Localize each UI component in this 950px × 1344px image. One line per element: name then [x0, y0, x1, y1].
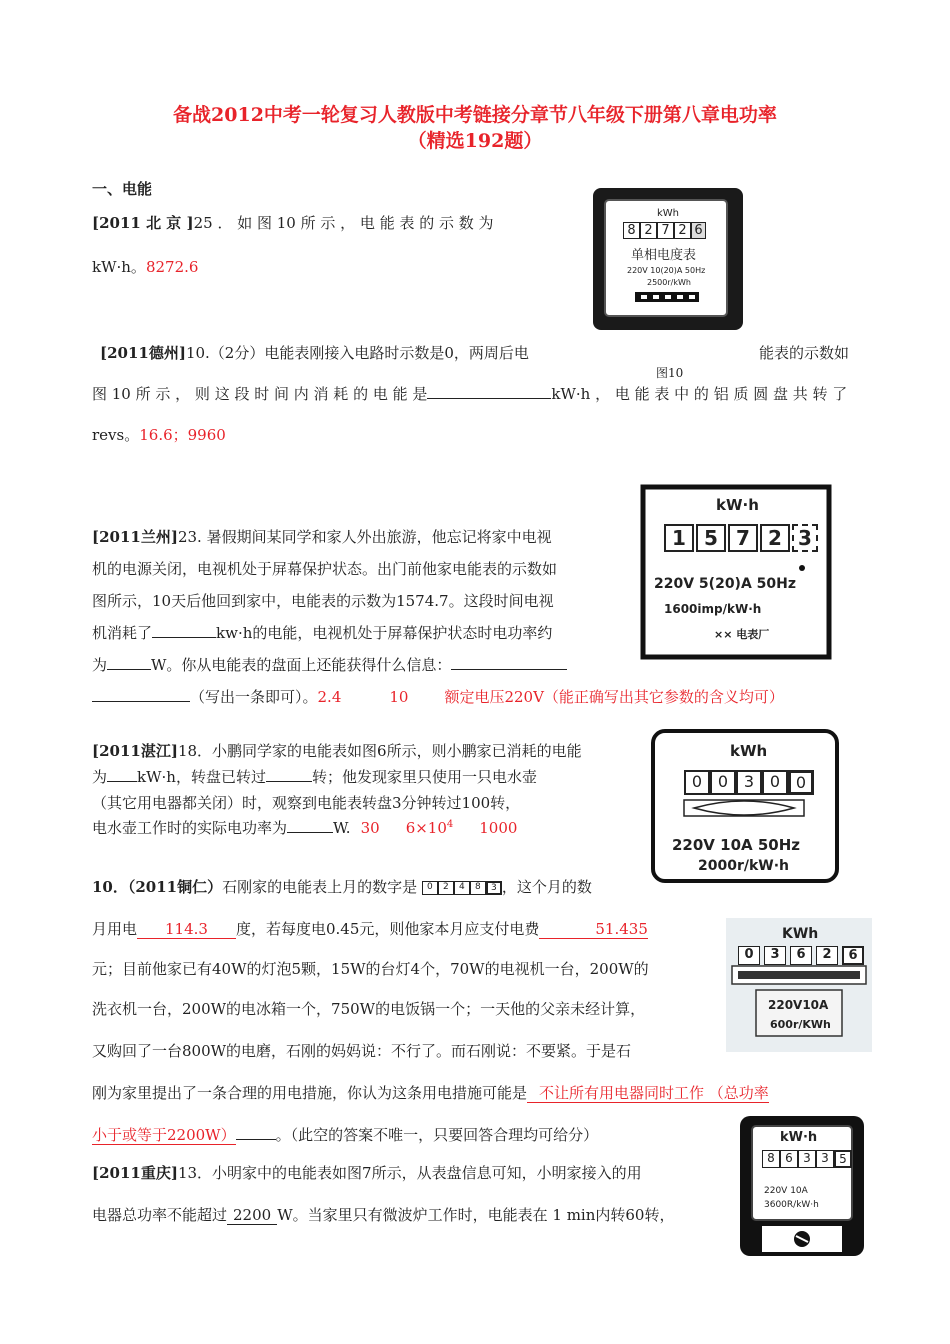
question-source: [2011德州] — [100, 344, 186, 362]
question-source: [2011重庆] — [92, 1164, 178, 1182]
electric-meter-image-4 — [726, 918, 872, 1052]
question-text: 为 — [92, 656, 108, 674]
question-text: kW·h，转盘已转过 — [137, 768, 266, 786]
answer-exponent: 4 — [446, 819, 454, 830]
question-text: 转；他发现家里只使用一只电水壶 — [311, 768, 537, 786]
figure-caption: 图10 — [656, 366, 684, 380]
answer-blank — [427, 384, 551, 399]
question-tongren-line4: 洗衣机一台，200W的电冰箱一个，750W的电饭锅一个；一天他的父亲未经计算， — [92, 1000, 646, 1018]
question-lanzhou-line3: 图所示，10天后他回到家中，电能表的示数为1574.7。这段时间电视 — [92, 592, 554, 610]
answer-text: 额定电压220V（能正确写出其它参数的含义均可） — [444, 688, 784, 706]
meter-terminal-icon — [635, 292, 699, 302]
question-dezhou-line1b: 能表的示数如 — [759, 344, 850, 362]
question-source: [2011兰州] — [92, 528, 178, 546]
answer-blank — [236, 1125, 276, 1140]
inline-meter-digits — [422, 881, 502, 895]
electric-meter-image-2 — [640, 484, 832, 660]
question-text: 电水壶工作时的实际电功率为 — [92, 819, 288, 837]
meter-digit: 1 — [664, 524, 694, 552]
meter-digit: 7 — [657, 222, 674, 239]
question-text: 电器总功率不能超过 — [92, 1206, 228, 1224]
meter-digit: 2 — [816, 946, 838, 965]
page-subtitle: （精选192题） — [407, 130, 543, 152]
answer-text: 10 — [389, 688, 409, 706]
meter-digit: 0 — [422, 881, 438, 895]
meter-rate: 600r/KWh — [770, 1018, 831, 1031]
question-text: 为 — [92, 768, 108, 786]
answer-blank — [107, 655, 151, 670]
question-text: kW·h ， 电 能 表 中 的 铝 质 圆 盘 共 转 了 — [551, 385, 848, 403]
answer-blank — [287, 818, 333, 833]
meter-rate: 2500r/kWh — [647, 278, 691, 287]
question-text: 18．小鹏同学家的电能表如图6所示，则小鹏家已消耗的电能 — [177, 742, 582, 760]
meter-rate: 1600imp/kW·h — [664, 602, 762, 616]
meter-digit: 8 — [623, 222, 640, 239]
answer-blank — [92, 687, 190, 702]
meter-spec: 220V 10A — [764, 1186, 808, 1196]
meter-digit: 0 — [684, 770, 710, 795]
meter-digits — [762, 1150, 852, 1168]
meter-unit: kWh — [657, 208, 680, 219]
answer-text: 2200 — [227, 1206, 277, 1225]
meter-spec: 220V 5(20)A 50Hz — [654, 576, 797, 592]
question-tongren-line2 — [92, 918, 648, 939]
meter-digit: 6 — [691, 222, 706, 239]
question-text: 月用电 — [92, 920, 138, 938]
question-beijing-line2 — [92, 256, 198, 277]
meter-unit: kW·h — [780, 1130, 818, 1145]
answer-text: 30 — [360, 819, 380, 837]
question-text: 刚为家里提出了一条合理的用电措施，你认为这条用电措施可能是 — [92, 1084, 528, 1102]
question-chongqing-line2 — [92, 1204, 674, 1225]
meter-digit: 6 — [790, 946, 812, 965]
question-zhanjiang-line3: （其它用电器都关闭）时，观察到电能表转盘3分钟转过100转， — [92, 794, 521, 812]
meter-digits — [738, 946, 864, 965]
question-text: kw·h的电能，电视机处于屏幕保护状态时电功率约 — [216, 624, 553, 642]
question-text: 25 ． 如 图 10 所 示 ， 电 能 表 的 示 数 为 — [193, 214, 494, 232]
question-text: W。你从电能表的盘面上还能获得什么信息： — [151, 656, 452, 674]
answer-text: 1000 — [479, 819, 518, 837]
answer-text: 2.4 — [317, 688, 342, 706]
meter-rate: 2000r/kW·h — [698, 858, 790, 874]
answer-blank — [107, 767, 137, 782]
question-text: 23. 暑假期间某同学和家人外出旅游，他忘记将家中电视 — [177, 528, 552, 546]
question-chongqing — [92, 1162, 642, 1183]
meter-digits — [623, 222, 706, 239]
meter-digit: 3 — [816, 1150, 834, 1168]
answer-base: 6×10 — [405, 819, 447, 837]
meter-digit: 5 — [834, 1150, 852, 1168]
electric-meter-image-3 — [650, 728, 840, 884]
answer-blank — [152, 623, 216, 638]
question-text: W。当家里只有微波炉工作时，电能表在 1 min内转60转， — [277, 1206, 675, 1224]
answer-blank — [451, 655, 567, 670]
meter-digit: 2 — [438, 881, 454, 895]
section-heading: 一、电能 — [92, 180, 153, 198]
question-dezhou-line2 — [92, 383, 847, 404]
meter-unit: KWh — [782, 926, 819, 942]
answer-text: 不让所有用电器同时工作 （总功率 — [527, 1084, 769, 1103]
question-tongren-line6 — [92, 1082, 769, 1103]
question-text: revs。 — [92, 426, 140, 444]
answer-text: 16.6；9960 — [139, 426, 226, 444]
meter-digit: 3 — [798, 1150, 816, 1168]
question-source: （2011铜仁） — [127, 878, 223, 896]
meter-unit: kW·h — [716, 496, 759, 514]
answer-text — [406, 819, 454, 837]
question-number: 10． — [92, 878, 128, 896]
meter-digit: 0 — [738, 946, 760, 965]
meter-digit: 5 — [696, 524, 726, 552]
meter-name: 单相电度表 — [631, 248, 697, 263]
question-dezhou — [100, 342, 529, 363]
question-lanzhou-line2: 机的电源关闭，电视机处于屏幕保护状态。出门前他家电能表的示数如 — [92, 560, 558, 578]
meter-digit: 8 — [762, 1150, 780, 1168]
question-text: 13．小明家中的电能表如图7所示，从表盘信息可知，小明家接入的用 — [177, 1164, 642, 1182]
answer-text: 114.3 — [137, 920, 236, 939]
question-text: 机消耗了 — [92, 624, 153, 642]
meter-digit: 3 — [486, 881, 502, 895]
meter-digit: 6 — [780, 1150, 798, 1168]
meter-digit: 3 — [764, 946, 786, 965]
meter-spec: 220V 10A 50Hz — [672, 836, 801, 854]
question-tongren — [92, 876, 592, 897]
meter-digit: 7 — [728, 524, 758, 552]
meter-digit: 0 — [762, 770, 788, 795]
question-text: 。（此空的答案不唯一，只要回答合理均可给分） — [275, 1126, 599, 1144]
meter-digits — [684, 770, 814, 795]
answer-text: 小于或等于2200W） — [92, 1126, 236, 1144]
meter-digit: 0 — [710, 770, 736, 795]
question-text: （写出一条即可）。 — [190, 688, 318, 706]
question-zhanjiang — [92, 740, 582, 761]
question-zhanjiang-line2 — [92, 766, 537, 787]
meter-digit: 3 — [736, 770, 762, 795]
answer-blank — [266, 767, 312, 782]
meter-unit: kWh — [730, 742, 768, 760]
meter-spec: 220V10A — [768, 998, 829, 1012]
question-text: W. — [333, 819, 351, 837]
page-title: 备战2012中考一轮复习人教版中考链接分章节八年级下册第八章电功率 — [173, 104, 777, 126]
question-lanzhou — [92, 526, 552, 547]
question-tongren-line7 — [92, 1124, 598, 1145]
question-source: [2011湛江] — [92, 742, 178, 760]
meter-digit: 2 — [674, 222, 691, 239]
unit-text: kW·h。 — [92, 258, 146, 276]
question-tongren-line3: 元；目前他家已有40W的灯泡5颗，15W的台灯4个，70W的电视机一台，200W的 — [92, 960, 649, 978]
question-lanzhou-line5 — [92, 654, 567, 675]
meter-digit: 6 — [842, 946, 864, 965]
question-text: 度，若每度电0.45元，则他家本月应支付电费 — [235, 920, 540, 938]
question-text: 10.（2分）电能表刚接入电路时示数是0，两周后电 — [185, 344, 529, 362]
electric-meter-image-1 — [591, 186, 745, 332]
meter-digits — [664, 524, 818, 552]
question-text: 图 10 所 示 ， 则 这 段 时 间 内 消 耗 的 电 能 是 — [92, 385, 428, 403]
answer-text: 8272.6 — [145, 258, 199, 276]
meter-digit: 2 — [760, 524, 790, 552]
meter-maker: ×× 电表厂 — [714, 628, 770, 641]
meter-digit: 4 — [454, 881, 470, 895]
meter-digit: 3 — [792, 524, 818, 552]
question-dezhou-line3 — [92, 424, 226, 445]
meter-digit: 8 — [470, 881, 486, 895]
question-zhanjiang-line4 — [92, 817, 517, 838]
meter-digit: 2 — [640, 222, 657, 239]
question-beijing — [92, 212, 494, 233]
question-tongren-line5: 又购回了一台800W的电磨，石刚的妈妈说：不行了。而石刚说：不要紧。于是石 — [92, 1042, 632, 1060]
meter-rate: 3600R/kW·h — [764, 1200, 819, 1210]
question-lanzhou-line6 — [92, 686, 784, 707]
question-text: ，这个月的数 — [501, 878, 592, 896]
question-lanzhou-line4 — [92, 622, 552, 643]
question-source: [2011 北 京 ] — [92, 214, 194, 232]
answer-text: 51.435 — [539, 920, 648, 939]
meter-spec: 220V 10(20)A 50Hz — [627, 266, 706, 275]
meter-digit: 0 — [788, 770, 814, 795]
electric-meter-image-5 — [738, 1114, 866, 1258]
question-text: 石刚家的电能表上月的数字是 — [222, 878, 418, 896]
